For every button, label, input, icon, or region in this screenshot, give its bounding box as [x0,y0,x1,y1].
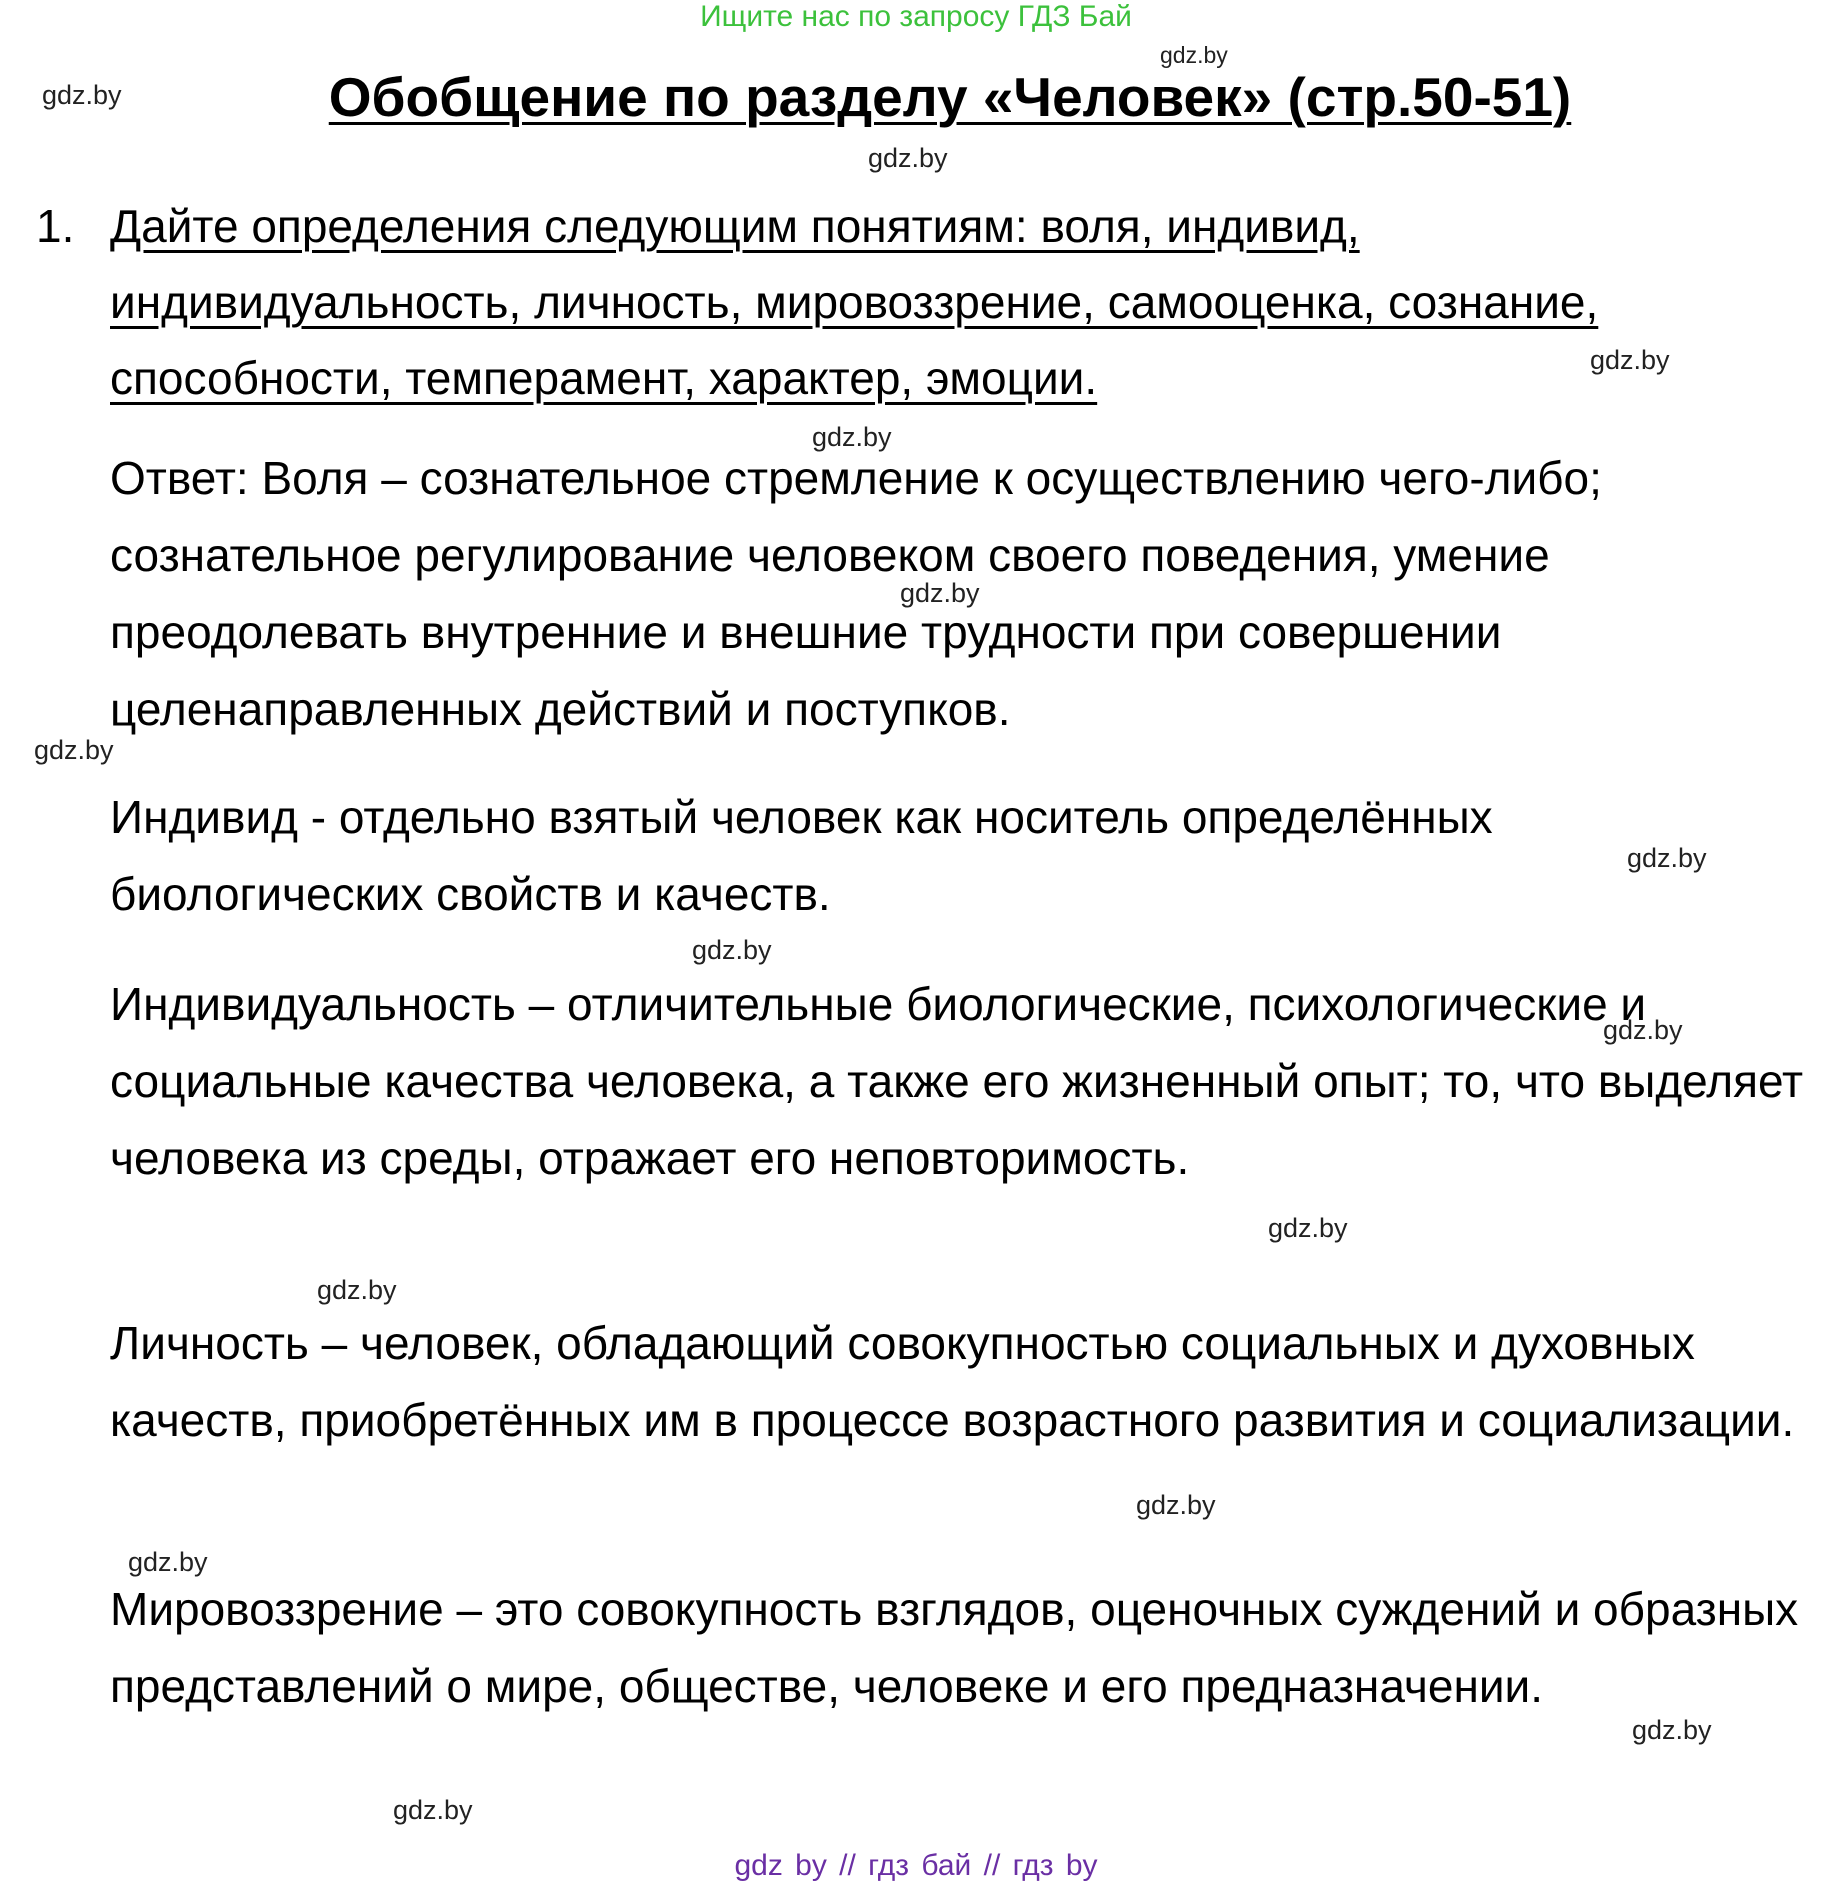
watermark: gdz.by [1160,42,1228,68]
watermark: gdz.by [1603,1015,1683,1045]
footer-links: gdz by // гдз бай // гдз by [734,1849,1098,1882]
watermark: gdz.by [900,578,980,608]
watermark: gdz.by [1136,1490,1216,1520]
answer-mirovozzrenie: Мировоззрение – это совокупность взглядов, оценочных суждений и образных представлений о мире, обществе, человеке и его предназначении. [110,1583,1799,1712]
watermark: gdz.by [1632,1715,1712,1745]
question-number: 1. [36,200,75,252]
watermark: gdz.by [868,143,948,173]
answer-individualnost: Индивидуальность – отличительные биологические, психологические и социальные качества человека, а также его жизненный опыт; то, что выделяет человека из среды, отражает его неповторимость. [110,978,1804,1184]
watermark: gdz.by [1590,345,1670,375]
watermark: gdz.by [34,735,114,765]
question-text: Дайте определения следующим понятиям: воля, индивид, индивидуальность, личность, мировоззрение, самооценка, сознание, способности, темперамент, характер, эмоции. [110,200,1599,404]
top-banner: Ищите нас по запросу ГДЗ Бай [700,0,1132,33]
watermark: gdz.by [692,935,772,965]
answer-lichnost: Личность – человек, обладающий совокупностью социальных и духовных качеств, приобретённых им в процессе возрастного развития и социализации. [110,1317,1795,1446]
answer-volya: Ответ: Воля – сознательное стремление к осуществлению чего-либо; сознательное регулирование человеком своего поведения, умение преодолевать внутренние и внешние трудности при совершении целенаправленных действий и поступков. [110,452,1602,735]
page-title: Обобщение по разделу «Человек» (стр.50-51) [328,66,1572,128]
watermark: gdz.by [812,422,892,452]
watermark: gdz.by [317,1275,397,1305]
watermark: gdz.by [1268,1213,1348,1243]
watermark: gdz.by [42,80,122,110]
answer-individ: Индивид - отдельно взятый человек как носитель определённых биологических свойств и качеств. [110,791,1493,920]
watermark: gdz.by [393,1795,473,1825]
watermark: gdz.by [1627,843,1707,873]
watermark: gdz.by [128,1547,208,1577]
